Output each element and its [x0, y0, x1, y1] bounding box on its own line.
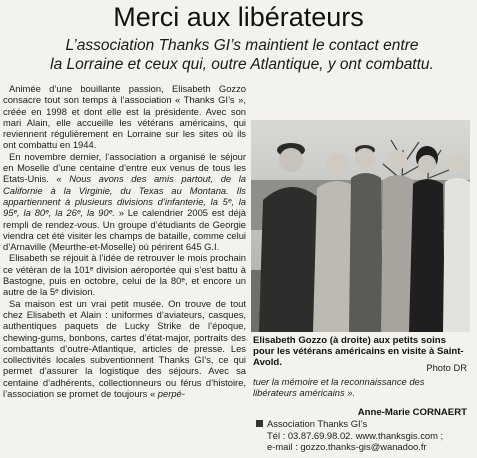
article-headline: Merci aux libérateurs: [113, 2, 364, 32]
article-continuation: tuer la mémoire et la reconnaissance des libérateurs américains ».: [253, 376, 425, 398]
subhead-line-2: la Lorraine et ceux qui, outre Atlantique, y ont combattu.: [50, 56, 434, 73]
body-paragraph-2: [3, 151, 246, 253]
contact-info: [256, 418, 471, 453]
body-quote: perpé-: [157, 388, 185, 400]
body-quote: Nous avons des amis partout, de la Californie à la Virginie, du Texas au Montana. Ils appartiennent à plusieurs divisions d’infanterie, la 5ᵉ, la 95ᵉ, la 80ᵉ, la 26ᵉ, la 90ᵉ.: [3, 173, 246, 219]
article-subhead: [22, 36, 462, 74]
contact-phone: Tél : 03.87.69.98.02. www.thanksgis.com ;: [267, 429, 444, 441]
veterans-group-photo: [251, 120, 470, 332]
body-text: Sa maison est un vrai petit musée. On trouve de tout chez Elisabeth et Alain : uniformes d’aviateurs, casques, authentiques paquets de Lucky Strike de l’époque, chewing-gums, bonbons, cartes d’état-major, portraits des combattants d’outre-Atlantique, articles de presse. Les collectivités locales subventionnent Thanks GI’s, ce qui permet d’assurer la logistique des séjours. Avec sa centaine d’adhérents, collectionneurs ou férus d’histoire, l’association se promet de toujours «: [3, 297, 246, 400]
body-paragraph-1: Animée d’une bouillante passion, Elisabeth Gozzo consacre tout son temps à l’association « Thanks GI’s », créée en 1998 et dont elle est la présidente. Avec son mari Alain, elle accueille les vétérans américains, qui reviennent régulièrement en Lorraine sur les sites où ils ont combattu en 1944.: [3, 83, 246, 151]
person-far-right: [443, 155, 470, 332]
subhead-line-1: L’association Thanks GI’s maintient le contact entre: [65, 37, 419, 54]
photo-credit: Photo DR: [426, 362, 467, 373]
photo-caption: Elisabeth Gozzo (à droite) aux petits soins pour les vétérans américains en visite à Saint-Avold.: [253, 335, 464, 368]
contact-email: e-mail : gozzo.thanks-gis@wanadoo.fr: [267, 441, 427, 452]
article-photo: [251, 120, 470, 332]
body-text: En novembre dernier, l’association a organisé le séjour en Moselle d’une centaine d’entre eux venus de tous les Etats-Unis. «: [3, 150, 246, 185]
article-author: Anne-Marie CORNAERT: [357, 407, 467, 418]
body-text: » Le calendrier 2005 est déjà rempli de rendez-vous. Un groupe d’étudiants de Georgie viendra cet été visiter les champs de bataille, comme celui d’Arnaville (Meurthe-et-Moselle) où périrent 645 G.I.: [3, 207, 246, 253]
contact-org: Association Thanks GI’s: [267, 418, 368, 429]
square-bullet-icon: [256, 420, 263, 427]
body-paragraph-4: [3, 298, 246, 400]
body-paragraph-3: Elisabeth se réjouit à l’idée de retrouver le mois prochain ce vétéran de la 101ᵉ division aéroportée qui s’est battu à Bastogne, puis en octobre, celui de la 80ᵉ, et encore un autre de la 5ᵉ division.: [3, 252, 246, 298]
contact-org-row: [256, 418, 471, 430]
article-body: [3, 83, 246, 399]
